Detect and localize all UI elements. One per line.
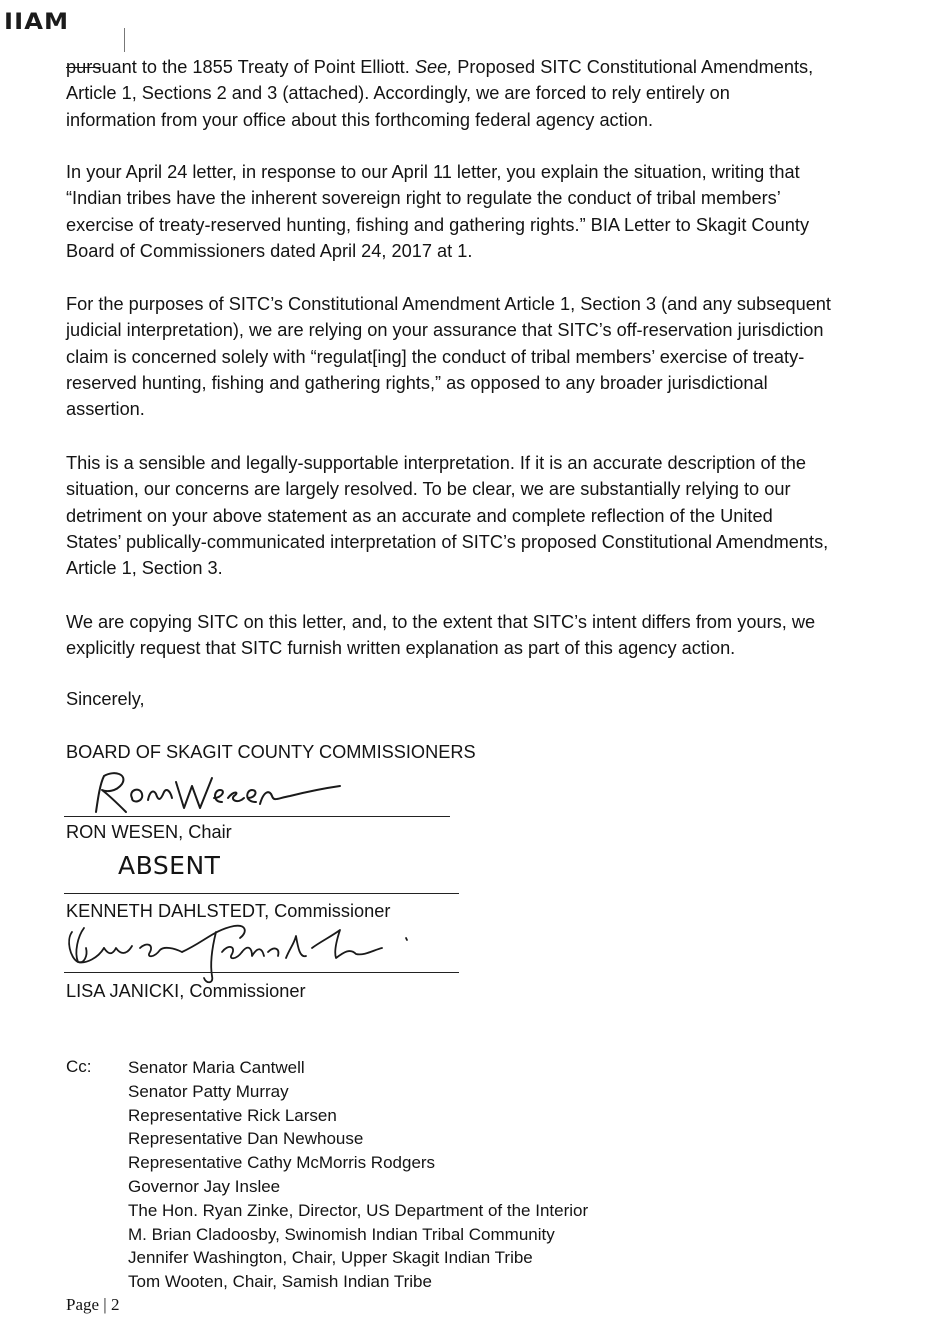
cc-recipient: Representative Cathy McMorris Rodgers — [128, 1153, 436, 1173]
paragraph-line: claim is concerned solely with “regulat[ing] the conduct of tribal members’ exercise of treaty- — [66, 346, 805, 367]
struck-text: purs — [66, 57, 102, 77]
cc-recipient: M. Brian Cladoosby, Swinomish Indian Tribal Community — [128, 1224, 555, 1244]
paragraph-line: “Indian tribes have the inherent sovereign right to regulate the conduct of tribal members’ — [66, 188, 781, 209]
cc-recipient: Representative Dan Newhouse — [128, 1129, 364, 1149]
signature-line-dahlstedt — [64, 893, 459, 894]
paragraph-line: Article 1, Sections 2 and 3 (attached). Accordingly, we are forced to rely entirely on — [66, 83, 730, 104]
paragraph-line: States’ publically-communicated interpretation of SITC’s proposed Constitutional Amendments, — [66, 531, 829, 552]
cc-recipient: Representative Rick Larsen — [128, 1105, 337, 1125]
cc-label: Cc: — [66, 1057, 92, 1076]
cc-recipient: The Hon. Ryan Zinke, Director, US Department of the Interior — [128, 1200, 589, 1220]
paragraph-line: reserved hunting, fishing and gathering rights,” as opposed to any broader jurisdictional — [66, 372, 768, 393]
paragraph-line: This is a sensible and legally-supportable interpretation. If it is an accurate description of the — [66, 453, 807, 473]
signatory-name: LISA JANICKI, Commissioner — [66, 981, 306, 1001]
signatory-name: RON WESEN, Chair — [66, 822, 232, 842]
paragraph-line: information from your office about this forthcoming federal agency action. — [66, 109, 654, 130]
paragraph-copying — [66, 609, 906, 662]
paragraph-line: explicitly request that SITC furnish written explanation as part of this agency action. — [66, 638, 736, 659]
signature-line-janicki — [64, 972, 459, 973]
paragraph-interpretation — [66, 450, 906, 581]
paragraph-line: In your April 24 letter, in response to our April 11 letter, you explain the situation, writing that — [66, 162, 800, 182]
paragraph-treaty — [66, 54, 906, 133]
signature-lisa-janicki — [64, 918, 424, 988]
paragraph-line: Article 1, Section 3. — [66, 558, 223, 579]
paragraph-purposes — [66, 291, 906, 422]
page-number: Page | 2 — [66, 1295, 120, 1314]
cc-recipient-list — [128, 1056, 588, 1294]
paragraph-line: assertion. — [66, 399, 145, 420]
cc-recipient: Governor Jay Inslee — [128, 1176, 281, 1196]
paragraph-line: For the purposes of SITC’s Constitutional Amendment Article 1, Section 3 (and any subsequent — [66, 294, 831, 314]
stamp-tick-mark — [124, 28, 128, 52]
signature-line-wesen — [64, 816, 450, 817]
paragraph-line: situation, our concerns are largely resolved. To be clear, we are substantially relying to our — [66, 479, 791, 500]
cc-recipient: Tom Wooten, Chair, Samish Indian Tribe — [128, 1272, 432, 1292]
cc-recipient: Senator Maria Cantwell — [128, 1058, 305, 1077]
closing: Sincerely, — [66, 689, 145, 709]
signatory-name: KENNETH DAHLSTEDT, Commissioner — [66, 901, 391, 921]
citation-signal: See, — [414, 57, 453, 77]
absent-mark: ABSENT — [118, 851, 221, 880]
cc-recipient: Jennifer Washington, Chair, Upper Skagit Indian Tribe — [128, 1248, 533, 1268]
paragraph-april-letter — [66, 159, 906, 264]
paragraph-line: detriment on your above statement as an accurate and complete reflection of the United — [66, 505, 773, 526]
cc-recipient: Senator Patty Murray — [128, 1081, 289, 1101]
paragraph-line: Board of Commissioners dated April 24, 2017 at 1. — [66, 240, 473, 261]
paragraph-line: pursuant to the 1855 Treaty of Point Elliott. See, Proposed SITC Constitutional Amendments, — [66, 57, 814, 77]
paragraph-line: exercise of treaty-reserved hunting, fishing and gathering rights.” BIA Letter to Skagit County — [66, 214, 810, 235]
paragraph-line: We are copying SITC on this letter, and, to the extent that SITC’s intent differs from yours, we — [66, 612, 816, 632]
signature-ron-wesen — [80, 768, 350, 818]
fax-stamp: IIAM — [4, 10, 70, 35]
board-name: BOARD OF SKAGIT COUNTY COMMISSIONERS — [66, 742, 476, 762]
paragraph-line: judicial interpretation), we are relying on your assurance that SITC’s off-reservation jurisdiction — [66, 320, 824, 341]
